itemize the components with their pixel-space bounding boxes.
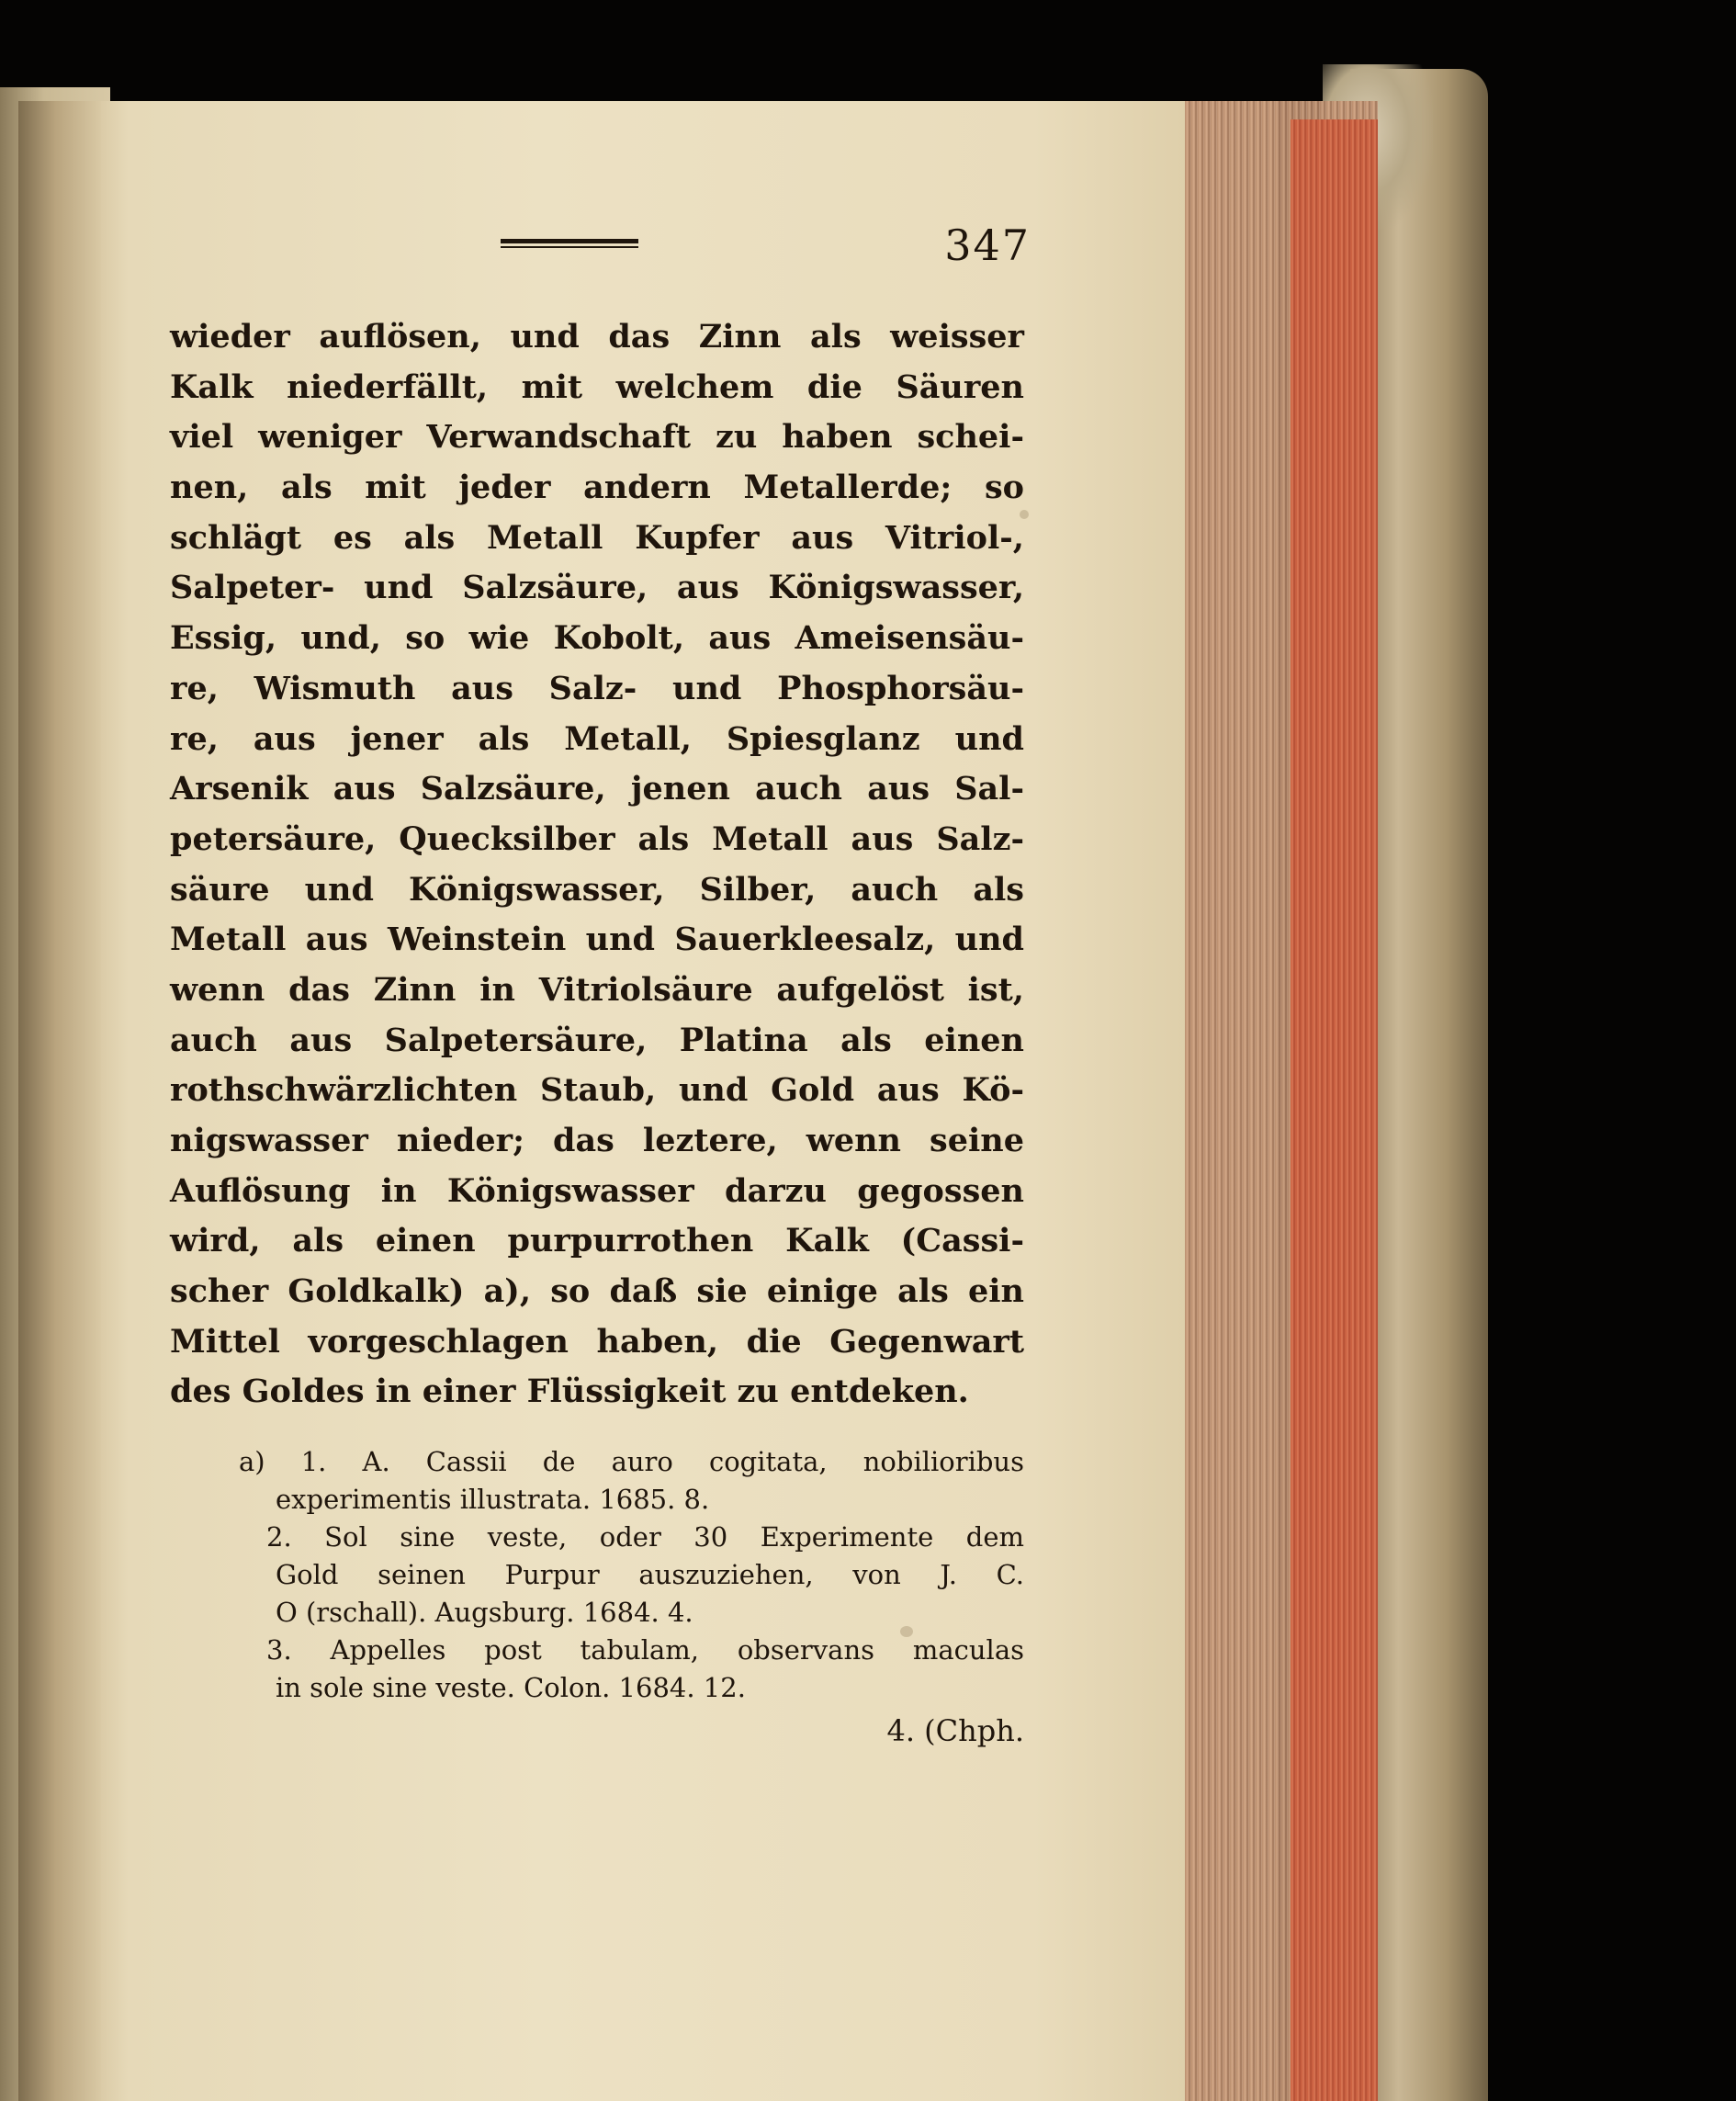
text-line: re, aus jener als Metall, Spiesglanz und <box>170 719 1024 758</box>
text-line: Arsenik aus Salzsäure, jenen auch aus Sal- <box>170 770 1024 808</box>
text-line: des Goldes in einer Flüssigkeit zu entdeken. <box>170 1372 969 1411</box>
footnote-line: experimentis illustrata. 1685. 8. <box>276 1484 710 1516</box>
text-line: Salpeter- und Salzsäure, aus Königswasser, <box>170 569 1024 607</box>
text-line: rothschwärzlichten Staub, und Gold aus Kö- <box>170 1071 1024 1110</box>
footnote-line: O (rschall). Augsburg. 1684. 4. <box>276 1597 693 1629</box>
footnote-line: in sole sine veste. Colon. 1684. 12. <box>276 1672 746 1704</box>
text-line: re, Wismuth aus Salz- und Phosphorsäu- <box>170 669 1024 707</box>
page-number: 347 <box>944 220 1031 270</box>
book-gutter <box>18 101 101 2101</box>
text-line: Mittel vorgeschlagen haben, die Gegenwart <box>170 1322 1024 1361</box>
page-header <box>170 220 1031 294</box>
text-line: Auflösung in Königswasser darzu gegossen <box>170 1171 1024 1210</box>
text-line: nigswasser nieder; das leztere, wenn seine <box>170 1122 1024 1159</box>
text-line: wieder auflösen, und das Zinn als weisser <box>170 318 1024 356</box>
footnote-line: 2. Sol sine veste, oder 30 Experimente dem <box>266 1521 1024 1553</box>
red-page-edges <box>1291 119 1378 2101</box>
page-text-block <box>170 220 1031 1750</box>
text-line: Kalk niederfällt, mit welchem die Säuren <box>170 367 1024 406</box>
catchword: 4. (Chph. <box>886 1713 1024 1749</box>
text-line: auch aus Salpetersäure, Platina als einen <box>170 1021 1024 1059</box>
footnote-line: a) 1. A. Cassii de auro cogitata, nobilioribus <box>239 1446 1024 1478</box>
text-line: scher Goldkalk) a), so daß sie einige als ein <box>170 1272 1024 1311</box>
footnote-line: Gold seinen Purpur auszuziehen, von J. C. <box>276 1559 1024 1591</box>
text-line: petersäure, Quecksilber als Metall aus Salz- <box>170 819 1024 858</box>
text-line: wenn das Zinn in Vitriolsäure aufgelöst ist, <box>170 970 1024 1009</box>
footnotes <box>170 1443 1024 1750</box>
text-line: schlägt es als Metall Kupfer aus Vitriol-, <box>170 518 1024 557</box>
text-line: Essig, und, so wie Kobolt, aus Ameisensäu- <box>170 619 1024 658</box>
text-line: säure und Königswasser, Silber, auch als <box>170 870 1024 909</box>
text-line: viel weniger Verwandschaft zu haben schei- <box>170 418 1024 457</box>
text-line: wird, als einen purpurrothen Kalk (Cassi- <box>170 1222 1024 1260</box>
footnote-line: 3. Appelles post tabulam, observans maculas <box>266 1634 1024 1666</box>
body-text <box>170 312 1024 1418</box>
text-line: nen, als mit jeder andern Metallerde; so <box>170 469 1024 507</box>
header-rule <box>501 239 638 248</box>
text-line: Metall aus Weinstein und Sauerkleesalz, und <box>170 921 1024 959</box>
